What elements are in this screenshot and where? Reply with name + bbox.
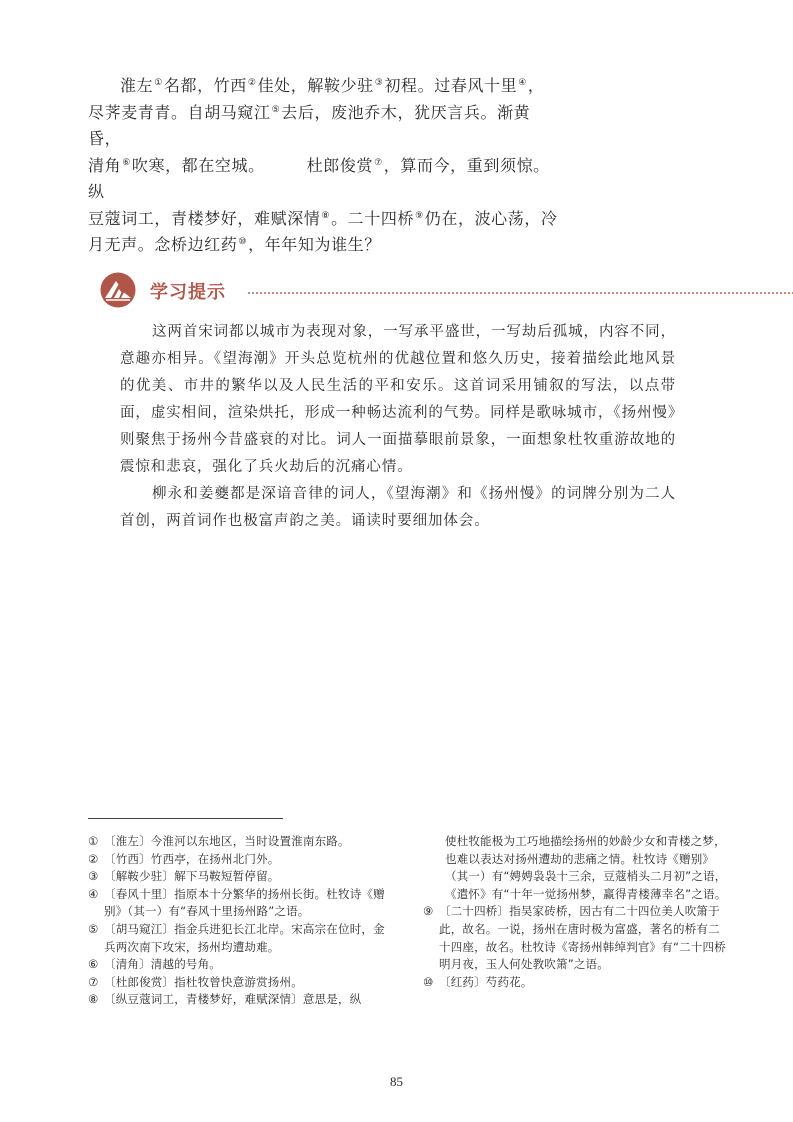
footnotes-left-column (88, 833, 388, 1009)
footnote-ref: ③ (374, 78, 384, 88)
footnote-item: ① 〔淮左〕今淮河以东地区，当时设置淮南东路。 (88, 834, 350, 848)
poem-line-5: 月无声。念桥边红药⑩，年年知为谁生？ (88, 235, 381, 254)
footnote-ref: ⑩ (238, 237, 248, 247)
footnote-item: ② 〔竹西〕竹西亭，在扬州北门外。 (88, 851, 280, 866)
learning-tips-title: 学习提示 (150, 282, 226, 303)
footnote-ref: ② (247, 78, 257, 88)
dotted-divider (248, 292, 793, 294)
footnote-ref: ⑤ (271, 104, 281, 115)
footnote-item: ⑧ 〔纵豆蔻词工，青楼梦好，难赋深情〕意思是，纵 (88, 992, 362, 1007)
footnote-item: ③ 〔解鞍少驻〕解下马鞍短暂停留。 (88, 869, 280, 884)
footnote-divider (88, 818, 283, 819)
footnote-ref: ⑥ (122, 157, 131, 168)
footnote-ref: ⑦ (374, 157, 383, 168)
footnote-continuation: 使杜牧能极为工巧地描绘扬州的妙龄少女和青楼之梦，也难以表达对扬州遭劫的悲痛之情。杜牧诗《赠别》（其一）有“娉娉袅袅十三余，豆蔻梢头二月初”之语，《遣怀》有“十年一觉扬州梦，赢得青楼薄幸名”之语。 (445, 834, 727, 901)
footnote-ref: ④ (518, 78, 527, 88)
footnote-item: ⑥ 〔清角〕清越的号角。 (88, 957, 221, 972)
footnote-ref: ⑨ (415, 210, 424, 221)
footnote-item: ⑤ 〔胡马窥江〕指金兵进犯长江北岸。宋高宗在位时，金兵两次南下攻宋，扬州均遭劫难。 (88, 921, 385, 954)
poem-line-2: 尽荠麦青青。自胡马窥江⑤去后，废池乔木，犹厌言兵。渐黄昏， (88, 102, 531, 148)
footnotes-right-column (423, 833, 729, 991)
page-number: 85 (390, 1074, 403, 1089)
footnote-ref: ① (154, 78, 163, 88)
tips-paragraph-1: 这两首宋词都以城市为表现对象，一写承平盛世，一写劫后孤城，内容不同，意趣亦相异。《望海潮》开头总览杭州的优越位置和悠久历史，接着描绘此地风景的优美、市井的繁华以及人民生活的平和安乐。这首词采用铺叙的写法，以点带面，虚实相间，渲染烘托，形成一种畅达流利的气势。同样是歌咏城市，《扬州慢》则聚焦于扬州今昔盛衰的对比。词人一面描摹眼前景象，一面想象杜牧重游故地的震惊和悲哀，强化了兵火劫后的沉痛心情。 (120, 324, 676, 475)
footnote-item: ⑦ 〔杜郎俊赏〕指杜牧曾快意游赏扬州。 (88, 974, 303, 989)
footnote-item: ⑨ 〔二十四桥〕指吴家砖桥，因古有二十四位美人吹箫于此，故名。一说，扬州在唐时极为富盛，著名的桥有二十四座，故名。杜牧诗《寄扬州韩绰判官》有“二十四桥明月夜，玉人何处教吹箫”之语。 (423, 904, 726, 972)
learning-tips-header (100, 272, 720, 308)
poem-line-4: 豆蔻词工，青楼梦好，难赋深情⑧。二十四桥⑨仍在，波心荡，冷 (88, 208, 558, 228)
footnote-ref: ⑧ (321, 210, 331, 221)
footnote-item: ⑩ 〔红药〕芍药花。 (423, 974, 533, 989)
learning-tips-body (120, 319, 676, 535)
tips-paragraph-2: 柳永和姜夔都是深谙音律的词人，《望海潮》和《扬州慢》的词牌分别为二人首创，两首词作也极富声韵之美。诵读时要细加体会。 (120, 486, 676, 529)
learning-tips-logo-icon (100, 272, 136, 308)
poem-text (88, 73, 558, 259)
poem-line-1: 淮左①名都，竹西②佳处，解鞍少驻③初程。过春风十里④， (120, 76, 545, 95)
footnote-item: ④ 〔春风十里〕指原本十分繁华的扬州长街。杜牧诗《赠别》（其一）有“春风十里扬州路”之语。 (88, 886, 385, 919)
poem-line-3: 清角⑥吹寒，都在空城。 杜郎俊赏⑦，算而今，重到须惊。纵 (88, 155, 550, 201)
